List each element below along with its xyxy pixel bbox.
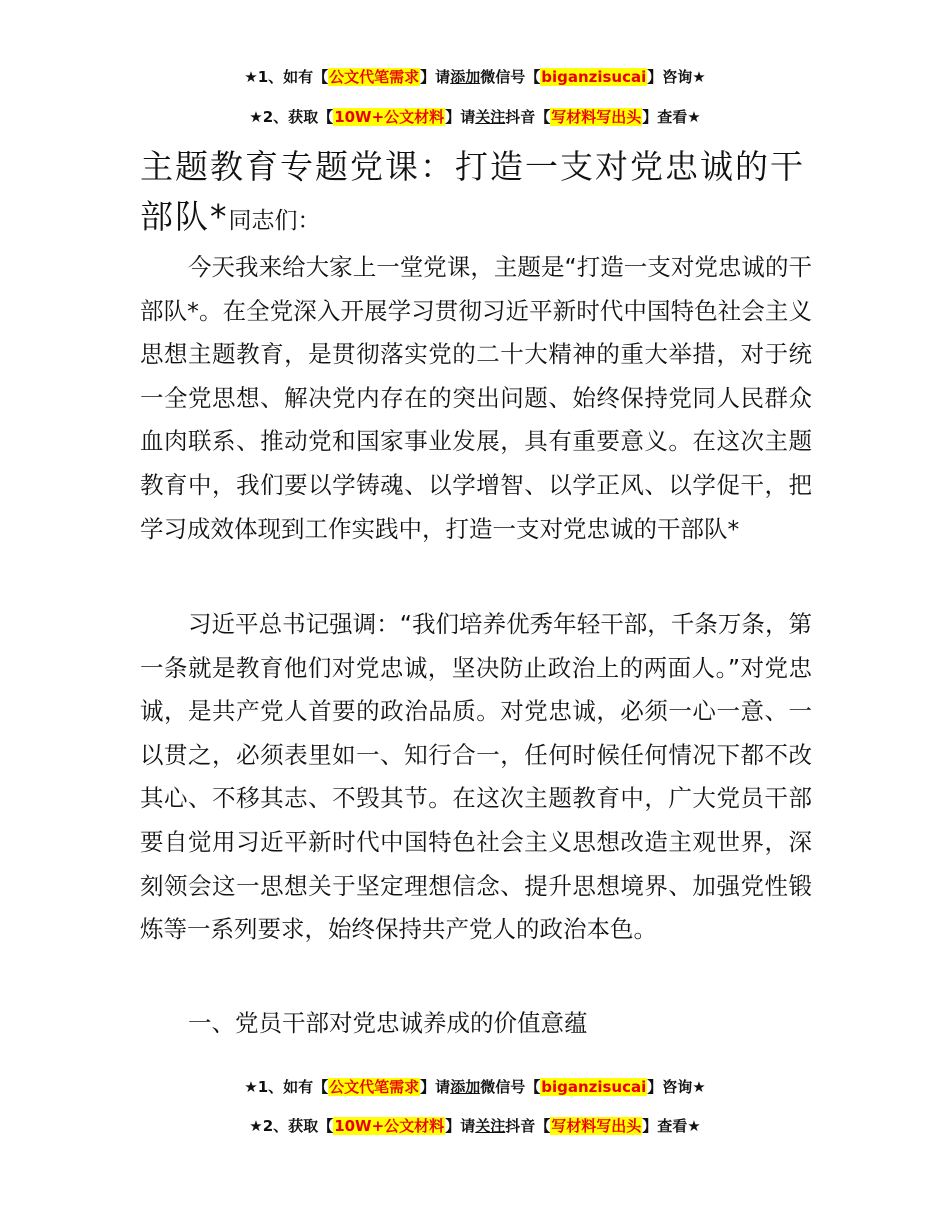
banner-emphasis: 添加	[450, 68, 481, 86]
highlight-douyin: 写材料写出头	[551, 108, 642, 126]
top-banner-line-1	[0, 66, 950, 88]
highlight-service: 公文代笔需求	[329, 68, 420, 86]
bottom-banner-line-1	[0, 1076, 950, 1098]
banner-text: 微信号【	[480, 1078, 541, 1096]
title-text: 主题教育专题党课：打造一支对党忠诚的干部队*	[140, 147, 805, 236]
paragraph-quote: 习近平总书记强调：“我们培养优秀年轻干部，千条万条，第一条就是教育他们对党忠诚，坚决防止政治上的两面人。”对党忠诚，是共产党人首要的政治品质。对党忠诚，必须一心一意、一以贯之，必须表里如一、知行合一，任何时候任何情况下都不改其心、不移其志、不毁其节。在这次主题教育中，广大党员干部要自觉用习近平新时代中国特色社会主义思想改造主观世界，深刻领会这一思想关于坚定理想信念、提升思想境界、加强党性锻炼等一系列要求，始终保持共产党人的政治本色。	[140, 610, 812, 944]
banner-text: 】请	[445, 1117, 476, 1135]
banner-text: 抖音【	[505, 1117, 551, 1135]
section-heading: 一、党员干部对党忠诚养成的价值意蕴	[188, 1009, 588, 1037]
banner-emphasis: 添加	[450, 1078, 481, 1096]
highlight-materials: 10W+公文材料	[334, 1117, 445, 1135]
banner-text: ★1、如有【	[244, 1078, 329, 1096]
banner-emphasis: 关注	[475, 1117, 506, 1135]
banner-text: 】咨询★	[647, 68, 706, 86]
highlight-materials: 10W+公文材料	[334, 108, 445, 126]
banner-text: ★2、获取【	[249, 1117, 334, 1135]
bottom-banner-line-2	[0, 1115, 950, 1137]
banner-text: ★1、如有【	[244, 68, 329, 86]
highlight-wechat-id: biganzisucai	[541, 1078, 647, 1096]
highlight-douyin: 写材料写出头	[551, 1117, 642, 1135]
banner-emphasis: 关注	[475, 108, 506, 126]
banner-text: 】查看★	[642, 1117, 701, 1135]
banner-text: 】请	[420, 68, 451, 86]
banner-text: ★2、获取【	[249, 108, 334, 126]
banner-text: 】咨询★	[647, 1078, 706, 1096]
banner-text: 】请	[445, 108, 476, 126]
top-banner-line-2	[0, 106, 950, 128]
banner-text: 】请	[420, 1078, 451, 1096]
greeting: 同志们：	[228, 208, 321, 234]
banner-text: 微信号【	[480, 68, 541, 86]
banner-text: 】查看★	[642, 108, 701, 126]
document-title	[140, 142, 820, 246]
highlight-service: 公文代笔需求	[329, 1078, 420, 1096]
paragraph-intro: 今天我来给大家上一堂党课，主题是“打造一支对党忠诚的干部队*。在全党深入开展学习贯彻习近平新时代中国特色社会主义思想主题教育，是贯彻落实党的二十大精神的重大举措，对于统一全党思想、解决党内存在的突出问题、始终保持党同人民群众血肉联系、推动党和国家事业发展，具有重要意义。在这次主题教育中，我们要以学铸魂、以学增智、以学正风、以学促干，把学习成效体现到工作实践中，打造一支对党忠诚的干部队*	[140, 253, 812, 543]
banner-text: 抖音【	[505, 108, 551, 126]
highlight-wechat-id: biganzisucai	[541, 68, 647, 86]
